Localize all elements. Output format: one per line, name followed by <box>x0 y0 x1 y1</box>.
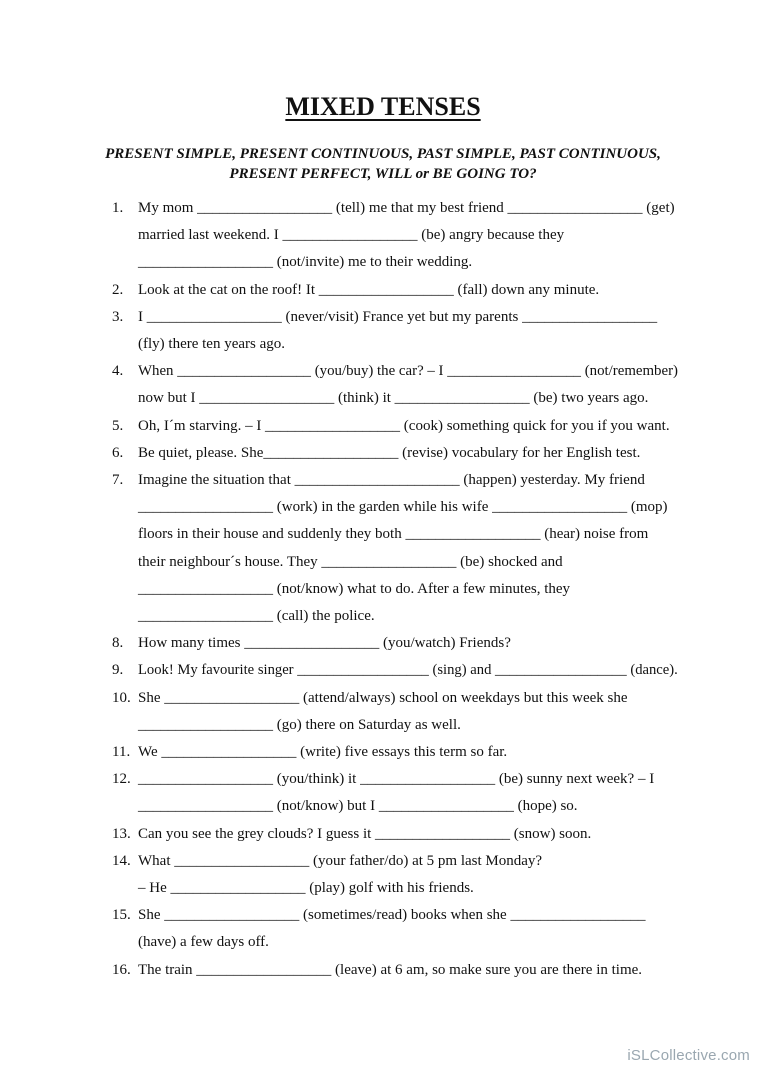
exercise-line: Oh, I´m starving. – I __________________ (cook) something quick for you if you want. <box>138 417 670 434</box>
exercise-line: She __________________ (attend/always) school on weekdays but this week she <box>138 689 628 706</box>
subtitle-line: PRESENT PERFECT, WILL or BE GOING TO? <box>229 166 537 182</box>
exercise-line: floors in their house and suddenly they both __________________ (hear) noise from <box>138 526 649 543</box>
item-number: 11. <box>112 744 131 760</box>
exercise-line: __________________ (not/know) what to do. After a few minutes, they <box>138 580 571 597</box>
exercise-line: Imagine the situation that ______________________ (happen) yesterday. My friend <box>138 472 645 488</box>
item-number: 13. <box>112 825 131 842</box>
item-number: 14. <box>112 852 131 869</box>
item-number: 10. <box>112 689 131 706</box>
exercise-line: __________________ (work) in the garden while his wife __________________ (mop) <box>138 499 668 516</box>
watermark: iSLCollective.com <box>627 1047 750 1064</box>
exercise-line: (fly) there ten years ago. <box>138 336 286 352</box>
item-number: 3. <box>112 308 124 325</box>
exercise-line: __________________ (go) there on Saturday as well. <box>138 716 461 733</box>
item-number: 7. <box>112 472 124 488</box>
page-subtitle <box>60 144 706 184</box>
item-number: 2. <box>112 281 124 298</box>
item-number: 8. <box>112 635 124 652</box>
item-number: 9. <box>112 662 124 679</box>
exercise-line: Look at the cat on the roof! It __________________ (fall) down any minute. <box>138 281 600 298</box>
exercise-line: (have) a few days off. <box>138 934 269 951</box>
item-number: 5. <box>112 417 124 434</box>
item-number: 4. <box>112 363 124 380</box>
exercise-line: My mom __________________ (tell) me that my best friend __________________ (get) <box>138 200 675 216</box>
exercise-line: now but I __________________ (think) it __________________ (be) two years ago. <box>138 390 649 407</box>
exercise-line: We __________________ (write) five essays this term so far. <box>138 744 508 760</box>
exercise-line: __________________ (call) the police. <box>138 608 375 624</box>
subtitle-line: PRESENT SIMPLE, PRESENT CONTINUOUS, PAST SIMPLE, PAST CONTINUOUS, <box>105 146 661 162</box>
page-title: MIXED TENSES <box>285 92 481 121</box>
exercise-line: Be quiet, please. She__________________ (revise) vocabulary for her English test. <box>138 444 641 461</box>
exercise-line: What __________________ (your father/do) at 5 pm last Monday? <box>138 852 543 869</box>
exercise-line: How many times __________________ (you/watch) Friends? <box>138 635 511 652</box>
exercise-line: __________________ (not/invite) me to their wedding. <box>138 254 473 271</box>
exercise-line: The train __________________ (leave) at 6 am, so make sure you are there in time. <box>138 961 643 978</box>
item-number: 12. <box>112 771 131 788</box>
exercise-line: Can you see the grey clouds? I guess it __________________ (snow) soon. <box>138 825 592 842</box>
item-number: 15. <box>112 907 131 924</box>
exercise-line: Look! My favourite singer __________________ (sing) and __________________ (dance). <box>138 662 678 679</box>
item-number: 6. <box>112 444 124 461</box>
exercise-line: __________________ (not/know) but I __________________ (hope) so. <box>138 798 578 815</box>
exercise-line: I __________________ (never/visit) France yet but my parents __________________ <box>138 308 658 325</box>
item-number: 16. <box>112 961 131 978</box>
exercise-line: When __________________ (you/buy) the car? – I __________________ (not/remember) <box>138 363 678 380</box>
exercise-line: married last weekend. I __________________ (be) angry because they <box>138 227 565 244</box>
exercise-line: She __________________ (sometimes/read) books when she __________________ <box>138 907 646 924</box>
exercise-line: – He __________________ (play) golf with his friends. <box>138 880 474 896</box>
exercise-line: __________________ (you/think) it __________________ (be) sunny next week? – I <box>138 771 655 788</box>
item-number: 1. <box>112 200 124 216</box>
exercise-line: their neighbour´s house. They __________________ (be) shocked and <box>138 553 563 570</box>
